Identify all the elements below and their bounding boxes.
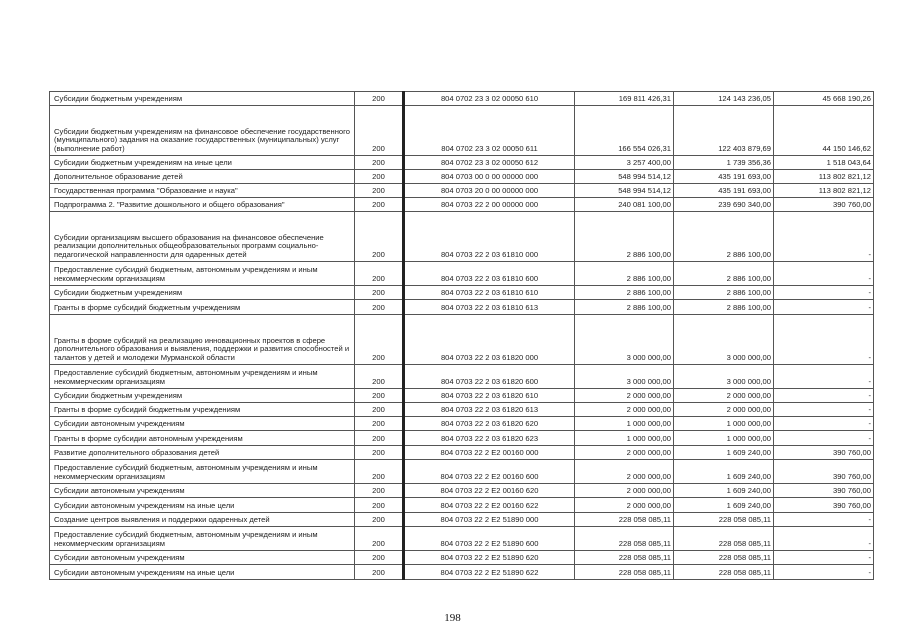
row-value-1-cell: 548 994 514,12 — [575, 170, 674, 184]
row-value-1-cell: 2 000 000,00 — [575, 460, 674, 484]
row-code-cell: 200 — [355, 315, 404, 365]
budget-table-body — [50, 92, 874, 580]
row-csr-cell: 804 0703 22 2 03 61820 610 — [404, 389, 575, 403]
table-row — [50, 184, 874, 198]
row-value-2-cell: 228 058 085,11 — [674, 527, 774, 551]
row-code-cell: 200 — [355, 198, 404, 212]
row-name-cell: Субсидии автономным учреждениям на иные цели — [50, 565, 355, 580]
table-row — [50, 365, 874, 389]
row-csr-cell: 804 0703 22 2 03 61820 613 — [404, 403, 575, 417]
row-code-cell: 200 — [355, 513, 404, 527]
row-csr-cell: 804 0702 23 3 02 00050 611 — [404, 106, 575, 156]
row-code-cell: 200 — [355, 431, 404, 446]
row-value-1-cell: 228 058 085,11 — [575, 513, 674, 527]
row-name-cell: Государственная программа "Образование и наука" — [50, 184, 355, 198]
row-value-3-cell: - — [774, 365, 874, 389]
row-value-3-cell: 113 802 821,12 — [774, 184, 874, 198]
table-row — [50, 389, 874, 403]
row-value-2-cell: 435 191 693,00 — [674, 184, 774, 198]
table-row — [50, 106, 874, 156]
row-code-cell: 200 — [355, 446, 404, 460]
row-name-cell: Гранты в форме субсидий бюджетным учреждениям — [50, 403, 355, 417]
row-code-cell: 200 — [355, 300, 404, 315]
row-value-3-cell: 113 802 821,12 — [774, 170, 874, 184]
row-value-3-cell: - — [774, 417, 874, 431]
row-csr-cell: 804 0703 22 2 03 61820 620 — [404, 417, 575, 431]
table-row — [50, 431, 874, 446]
row-csr-cell: 804 0703 22 2 03 61820 000 — [404, 315, 575, 365]
row-value-2-cell: 2 886 100,00 — [674, 262, 774, 286]
row-code-cell: 200 — [355, 262, 404, 286]
row-value-2-cell: 239 690 340,00 — [674, 198, 774, 212]
row-value-3-cell: - — [774, 513, 874, 527]
table-row — [50, 403, 874, 417]
row-code-cell: 200 — [355, 527, 404, 551]
row-name-cell: Субсидии бюджетным учреждениям — [50, 286, 355, 300]
row-value-1-cell: 228 058 085,11 — [575, 551, 674, 565]
row-csr-cell: 804 0703 00 0 00 00000 000 — [404, 170, 575, 184]
row-value-3-cell: 390 760,00 — [774, 484, 874, 498]
table-row — [50, 286, 874, 300]
row-value-1-cell: 2 000 000,00 — [575, 446, 674, 460]
row-value-3-cell: - — [774, 403, 874, 417]
row-value-2-cell: 1 000 000,00 — [674, 431, 774, 446]
row-code-cell: 200 — [355, 365, 404, 389]
row-name-cell: Субсидии автономным учреждениям на иные цели — [50, 498, 355, 513]
row-value-2-cell: 3 000 000,00 — [674, 315, 774, 365]
table-row — [50, 156, 874, 170]
row-csr-cell: 804 0703 20 0 00 00000 000 — [404, 184, 575, 198]
row-value-3-cell: - — [774, 212, 874, 262]
table-row — [50, 551, 874, 565]
row-value-1-cell: 228 058 085,11 — [575, 565, 674, 580]
row-name-cell: Субсидии организациям высшего образования на финансовое обеспечение реализации дополнительных общеобразовательных программ социально-педагогической направленности для одаренных детей — [50, 212, 355, 262]
table-row — [50, 170, 874, 184]
row-code-cell: 200 — [355, 498, 404, 513]
row-value-2-cell: 2 886 100,00 — [674, 212, 774, 262]
row-value-1-cell: 166 554 026,31 — [575, 106, 674, 156]
row-value-1-cell: 2 886 100,00 — [575, 262, 674, 286]
row-name-cell: Подпрограмма 2. "Развитие дошкольного и общего образования" — [50, 198, 355, 212]
row-value-1-cell: 2 000 000,00 — [575, 484, 674, 498]
row-value-2-cell: 2 886 100,00 — [674, 286, 774, 300]
row-value-3-cell: - — [774, 527, 874, 551]
row-name-cell: Субсидии бюджетным учреждениям — [50, 92, 355, 106]
table-row — [50, 212, 874, 262]
row-value-1-cell: 228 058 085,11 — [575, 527, 674, 551]
row-value-2-cell: 2 000 000,00 — [674, 403, 774, 417]
table-row — [50, 315, 874, 365]
row-name-cell: Предоставление субсидий бюджетным, автономным учреждениям и иным некоммерческим организациям — [50, 460, 355, 484]
row-value-3-cell: 44 150 146,62 — [774, 106, 874, 156]
row-name-cell: Развитие дополнительного образования детей — [50, 446, 355, 460]
table-row — [50, 300, 874, 315]
row-csr-cell: 804 0703 22 2 03 61820 600 — [404, 365, 575, 389]
row-value-3-cell: 1 518 043,64 — [774, 156, 874, 170]
row-code-cell: 200 — [355, 106, 404, 156]
row-code-cell: 200 — [355, 92, 404, 106]
row-value-3-cell: - — [774, 300, 874, 315]
row-value-1-cell: 240 081 100,00 — [575, 198, 674, 212]
row-value-2-cell: 2 000 000,00 — [674, 389, 774, 403]
budget-table — [49, 91, 874, 580]
row-value-2-cell: 228 058 085,11 — [674, 513, 774, 527]
row-value-1-cell: 3 000 000,00 — [575, 315, 674, 365]
row-code-cell: 200 — [355, 212, 404, 262]
row-value-1-cell: 2 886 100,00 — [575, 300, 674, 315]
row-value-1-cell: 1 000 000,00 — [575, 431, 674, 446]
row-value-2-cell: 3 000 000,00 — [674, 365, 774, 389]
row-value-3-cell: 390 760,00 — [774, 460, 874, 484]
row-name-cell: Дополнительное образование детей — [50, 170, 355, 184]
row-code-cell: 200 — [355, 417, 404, 431]
page-number: 198 — [444, 612, 461, 624]
row-code-cell: 200 — [355, 484, 404, 498]
row-csr-cell: 804 0703 22 2 03 61810 000 — [404, 212, 575, 262]
row-value-3-cell: - — [774, 262, 874, 286]
row-name-cell: Гранты в форме субсидии автономным учреждениям — [50, 431, 355, 446]
row-csr-cell: 804 0703 22 2 E2 51890 600 — [404, 527, 575, 551]
row-csr-cell: 804 0703 22 2 E2 00160 000 — [404, 446, 575, 460]
row-value-1-cell: 2 000 000,00 — [575, 389, 674, 403]
row-value-3-cell: - — [774, 286, 874, 300]
table-row — [50, 565, 874, 580]
row-csr-cell: 804 0703 22 2 E2 51890 000 — [404, 513, 575, 527]
row-value-1-cell: 548 994 514,12 — [575, 184, 674, 198]
row-value-1-cell: 1 000 000,00 — [575, 417, 674, 431]
row-value-2-cell: 2 886 100,00 — [674, 300, 774, 315]
row-name-cell: Субсидии автономным учреждениям — [50, 551, 355, 565]
row-name-cell: Предоставление субсидий бюджетным, автономным учреждениям и иным некоммерческим организациям — [50, 262, 355, 286]
row-value-1-cell: 2 886 100,00 — [575, 286, 674, 300]
row-code-cell: 200 — [355, 184, 404, 198]
row-value-2-cell: 1 609 240,00 — [674, 446, 774, 460]
row-value-2-cell: 1 609 240,00 — [674, 460, 774, 484]
table-row — [50, 446, 874, 460]
row-value-1-cell: 2 000 000,00 — [575, 403, 674, 417]
row-value-1-cell: 2 886 100,00 — [575, 212, 674, 262]
row-name-cell: Предоставление субсидий бюджетным, автономным учреждениям и иным некоммерческим организациям — [50, 527, 355, 551]
row-csr-cell: 804 0702 23 3 02 00050 612 — [404, 156, 575, 170]
row-name-cell: Создание центров выявления и поддержки одаренных детей — [50, 513, 355, 527]
row-value-2-cell: 435 191 693,00 — [674, 170, 774, 184]
row-value-3-cell: - — [774, 431, 874, 446]
row-value-3-cell: - — [774, 551, 874, 565]
row-value-2-cell: 1 000 000,00 — [674, 417, 774, 431]
row-value-3-cell: 45 668 190,26 — [774, 92, 874, 106]
table-row — [50, 262, 874, 286]
row-code-cell: 200 — [355, 389, 404, 403]
row-name-cell: Гранты в форме субсидий на реализацию инновационных проектов в сфере дополнительного образования и выявления, поддержки и развития способностей и талантов у детей и молодежи Мурманской области — [50, 315, 355, 365]
row-csr-cell: 804 0703 22 2 E2 00160 600 — [404, 460, 575, 484]
row-csr-cell: 804 0703 22 2 00 00000 000 — [404, 198, 575, 212]
row-csr-cell: 804 0703 22 2 03 61820 623 — [404, 431, 575, 446]
row-csr-cell: 804 0703 22 2 E2 51890 622 — [404, 565, 575, 580]
table-row — [50, 484, 874, 498]
row-name-cell: Субсидии автономным учреждениям — [50, 417, 355, 431]
row-code-cell: 200 — [355, 460, 404, 484]
row-name-cell: Субсидии бюджетным учреждениям — [50, 389, 355, 403]
row-value-2-cell: 122 403 879,69 — [674, 106, 774, 156]
row-value-2-cell: 228 058 085,11 — [674, 565, 774, 580]
table-row — [50, 498, 874, 513]
table-row — [50, 513, 874, 527]
row-code-cell: 200 — [355, 551, 404, 565]
row-value-1-cell: 2 000 000,00 — [575, 498, 674, 513]
row-code-cell: 200 — [355, 565, 404, 580]
row-name-cell: Предоставление субсидий бюджетным, автономным учреждениям и иным некоммерческим организациям — [50, 365, 355, 389]
row-csr-cell: 804 0703 22 2 03 61810 613 — [404, 300, 575, 315]
row-value-1-cell: 3 257 400,00 — [575, 156, 674, 170]
table-row — [50, 417, 874, 431]
row-value-2-cell: 1 609 240,00 — [674, 498, 774, 513]
row-value-3-cell: 390 760,00 — [774, 498, 874, 513]
row-code-cell: 200 — [355, 156, 404, 170]
row-value-2-cell: 1 739 356,36 — [674, 156, 774, 170]
table-row — [50, 527, 874, 551]
row-code-cell: 200 — [355, 403, 404, 417]
row-csr-cell: 804 0703 22 2 E2 00160 622 — [404, 498, 575, 513]
row-value-2-cell: 1 609 240,00 — [674, 484, 774, 498]
row-csr-cell: 804 0703 22 2 03 61810 610 — [404, 286, 575, 300]
row-name-cell: Субсидии бюджетным учреждениям на финансовое обеспечение государственного (муниципального) задания на оказание государственных (муниципальных) услуг (выполнение работ) — [50, 106, 355, 156]
row-csr-cell: 804 0703 22 2 E2 00160 620 — [404, 484, 575, 498]
row-name-cell: Субсидии автономным учреждениям — [50, 484, 355, 498]
row-value-1-cell: 169 811 426,31 — [575, 92, 674, 106]
table-row — [50, 460, 874, 484]
row-name-cell: Субсидии бюджетным учреждениям на иные цели — [50, 156, 355, 170]
row-code-cell: 200 — [355, 170, 404, 184]
row-value-3-cell: - — [774, 315, 874, 365]
row-value-3-cell: 390 760,00 — [774, 198, 874, 212]
row-value-3-cell: - — [774, 389, 874, 403]
row-value-2-cell: 228 058 085,11 — [674, 551, 774, 565]
row-csr-cell: 804 0703 22 2 03 61810 600 — [404, 262, 575, 286]
row-value-3-cell: 390 760,00 — [774, 446, 874, 460]
row-value-3-cell: - — [774, 565, 874, 580]
row-csr-cell: 804 0702 23 3 02 00050 610 — [404, 92, 575, 106]
row-code-cell: 200 — [355, 286, 404, 300]
row-value-2-cell: 124 143 236,05 — [674, 92, 774, 106]
row-name-cell: Гранты в форме субсидий бюджетным учреждениям — [50, 300, 355, 315]
table-row — [50, 198, 874, 212]
row-csr-cell: 804 0703 22 2 E2 51890 620 — [404, 551, 575, 565]
table-row — [50, 92, 874, 106]
row-value-1-cell: 3 000 000,00 — [575, 365, 674, 389]
